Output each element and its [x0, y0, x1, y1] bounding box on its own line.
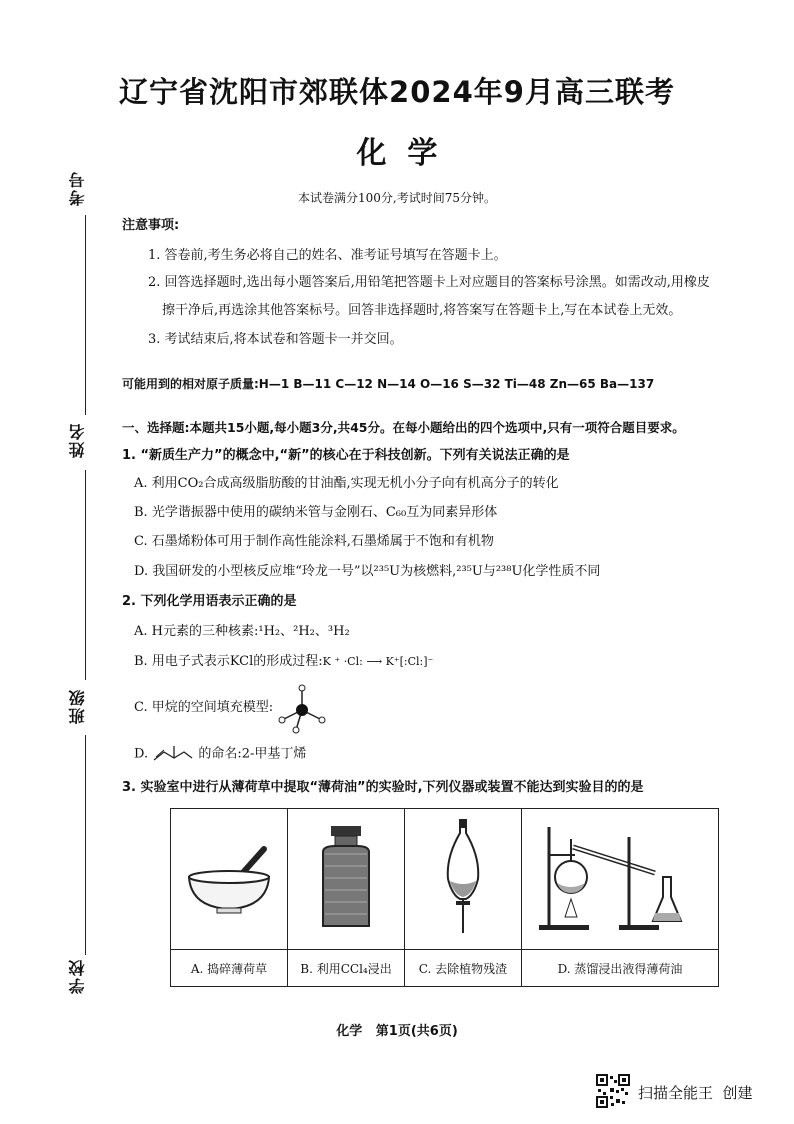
- apparatus-cell: [405, 809, 522, 950]
- skeletal-formula-icon: [152, 744, 194, 764]
- caption-b: B. 利用CCl₄浸出: [288, 950, 405, 987]
- side-label-school: 学校: [68, 958, 87, 994]
- side-line: [85, 470, 86, 680]
- question-3-stem: 3. 实验室中进行从薄荷草中提取“薄荷油”的实验时,下列仪器或装置不能达到实验目的的是: [122, 780, 644, 795]
- apparatus-cell: [288, 809, 405, 950]
- apparatus-cell: [171, 809, 288, 950]
- q2-option-a: A. H元素的三种核素:¹H₂、²H₂、³H₂: [134, 624, 350, 639]
- caption-a: A. 捣碎薄荷草: [171, 950, 288, 987]
- side-label-name: 姓名: [68, 422, 87, 458]
- exam-title: 辽宁省沈阳市郊联体2024年9月高三联考: [119, 75, 675, 109]
- mortar-pestle-icon: [179, 837, 279, 917]
- side-line: [85, 215, 86, 415]
- q1-option-a: A. 利用CO₂合成高级脂肪酸的甘油酯,实现无机小分子向有机高分子的转化: [134, 476, 559, 491]
- scanner-watermark: 扫描全能王 创建: [638, 1084, 753, 1102]
- page-footer: 化学 第1页(共6页): [336, 1024, 458, 1039]
- caption-c: C. 去除植物残渣: [405, 950, 522, 987]
- q2-option-b-text: B. 用电子式表示KCl的形成过程:: [134, 654, 323, 669]
- atomic-masses: 可能用到的相对原子质量:H—1 B—11 C—12 N—14 O—16 S—32 Ti—48 Zn—65 Ba—137: [122, 377, 655, 391]
- apparatus-cell: [522, 809, 719, 950]
- apparatus-table: [170, 808, 719, 987]
- q1-option-c: C. 石墨烯粉体可用于制作高性能涂料,石墨烯属于不饱和有机物: [134, 534, 494, 549]
- q2-option-c: C. 甲烷的空间填充模型:: [134, 700, 274, 715]
- note-item: 1. 答卷前,考生务必将自己的姓名、准考证号填写在答题卡上。: [148, 248, 507, 263]
- subject-title: 化 学: [356, 136, 438, 171]
- q2-option-b: [134, 652, 433, 672]
- side-label-exam-number: 考号: [68, 170, 87, 206]
- q1-option-d: D. 我国研发的小型核反应堆“玲龙一号”以²³⁵U为核燃料,²³⁵U与²³⁸U化学性质不同: [134, 564, 601, 579]
- notes-heading: 注意事项:: [122, 218, 180, 233]
- question-2-stem: 2. 下列化学用语表示正确的是: [122, 594, 297, 609]
- caption-d: D. 蒸馏浸出液得薄荷油: [522, 950, 719, 987]
- qr-code-icon: [596, 1074, 630, 1108]
- electron-formula: K ⁺ ·Cl: ⟶ K⁺[:Cl:]⁻: [322, 655, 434, 668]
- reagent-bottle-icon: [311, 822, 381, 932]
- note-item: 擦干净后,再选涂其他答案标号。回答非选择题时,将答案写在答题卡上,写在本试卷上无效。: [162, 303, 682, 318]
- methane-model-icon: [272, 680, 332, 740]
- distillation-apparatus-icon: [535, 817, 705, 937]
- q2-option-d-text: 的命名:2-甲基丁烯: [198, 746, 307, 762]
- q2-option-d-label: D.: [134, 746, 149, 762]
- separatory-funnel-icon: [438, 817, 488, 937]
- q2-option-d: [134, 744, 306, 765]
- side-line: [85, 735, 86, 955]
- side-label-class: 班级: [68, 688, 87, 724]
- note-item: 3. 考试结束后,将本试卷和答题卡一并交回。: [148, 332, 403, 347]
- exam-intro: 本试卷满分100分,考试时间75分钟。: [298, 191, 496, 205]
- question-1-stem: 1. “新质生产力”的概念中,“新”的核心在于科技创新。下列有关说法正确的是: [122, 448, 570, 463]
- note-item: 2. 回答选择题时,选出每小题答案后,用铅笔把答题卡上对应题目的答案标号涂黑。如需改动,用橡皮: [148, 275, 710, 290]
- q1-option-b: B. 光学谐振器中使用的碳纳米管与金刚石、C₆₀互为同素异形体: [134, 505, 498, 520]
- section-heading: 一、选择题:本题共15小题,每小题3分,共45分。在每小题给出的四个选项中,只有一项符合题目要求。: [122, 420, 685, 435]
